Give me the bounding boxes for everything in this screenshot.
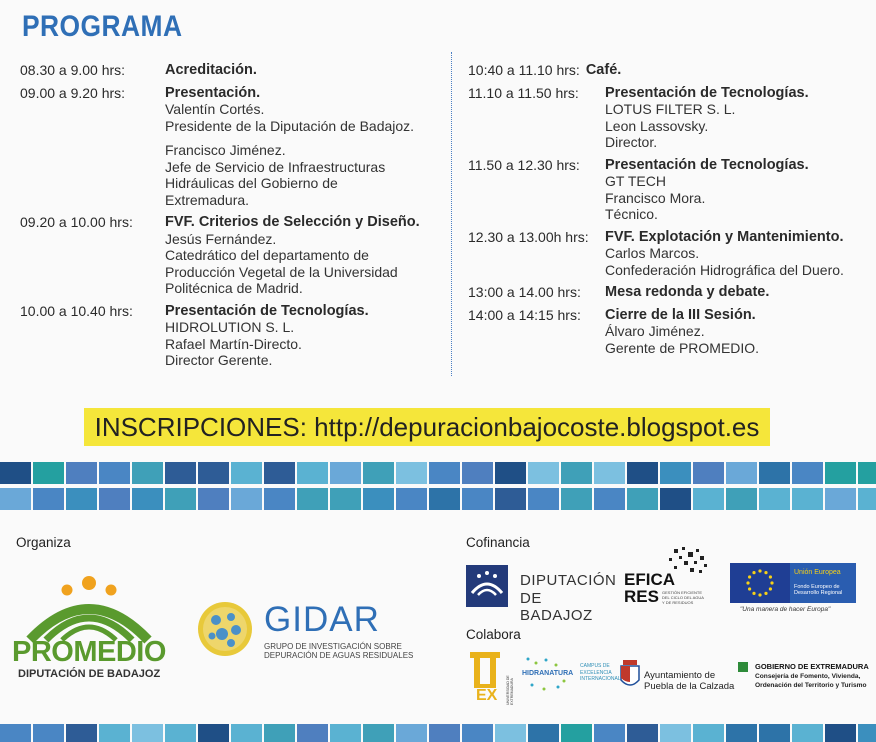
decor-tile (594, 462, 625, 484)
hidranatura-logo (520, 655, 621, 697)
decor-tile (825, 462, 856, 484)
tile-strip-middle (0, 488, 876, 510)
entry-time: 08.30 a 9.00 hrs: (20, 62, 126, 78)
eficares-line2: RES (624, 587, 659, 606)
entry-line: Director. (605, 134, 658, 150)
decor-tile (330, 488, 361, 510)
decor-tile (264, 724, 295, 742)
decor-tile (132, 488, 163, 510)
ayuntamiento-logo (620, 658, 735, 698)
schedule-entry (468, 62, 868, 79)
gobex-logo (738, 660, 870, 700)
organiza-label: Organiza (16, 535, 71, 550)
diputacion-logo (466, 565, 617, 624)
decor-tile (396, 488, 427, 510)
entry-title: Mesa redonda y debate. (605, 284, 770, 300)
entry-line: Leon Lassovsky. (605, 117, 709, 134)
decor-tile (660, 724, 691, 742)
decor-tile (759, 488, 790, 510)
column-divider (451, 52, 452, 376)
eu-line3: Desarrollo Regional (794, 590, 843, 596)
eu-line1: Unión Europea (794, 569, 841, 576)
entry-title: Presentación de Tecnologías. (605, 84, 809, 101)
eficares-sub1: GESTIÓN EFICIENTE (662, 590, 703, 595)
decor-tile (726, 462, 757, 484)
schedule-left (20, 62, 445, 375)
decor-tile (99, 724, 130, 742)
entry-line: Director Gerente. (165, 352, 273, 368)
entry-line: Catedrático del departamento de (165, 247, 369, 263)
entry-title: Presentación de Tecnologías. (165, 302, 369, 319)
entry-time: 09.00 a 9.20 hrs: (20, 84, 126, 101)
entry-line: Rafael Martín-Directo. (165, 335, 302, 352)
entry-line: Valentín Cortés. (165, 101, 265, 117)
eu-flag-icon (730, 563, 790, 603)
decor-tile (198, 462, 229, 484)
entry-line: Confederación Hidrográfica del Duero. (605, 261, 844, 278)
promedio-name: PROMEDIO (12, 636, 166, 668)
entry-time: 11.10 a 11.50 hrs: (468, 84, 579, 101)
hidranatura-c3: INTERNACIONAL (580, 676, 621, 682)
schedule-entry (468, 284, 868, 301)
entry-line: Técnico. (605, 206, 658, 222)
gobex-square-icon (738, 662, 748, 672)
entry-line: HIDROLUTION S. L. (165, 319, 295, 335)
gidar-sub2: DEPURACIÓN DE AGUAS RESIDUALES (264, 651, 414, 660)
decor-tile (66, 488, 97, 510)
decor-tile (627, 724, 658, 742)
registration-banner (84, 408, 770, 446)
cofinancia-label: Cofinancia (466, 535, 530, 550)
decor-tile (462, 724, 493, 742)
decor-tile (528, 724, 559, 742)
entry-line: Extremadura. (165, 191, 250, 208)
eu-motto: "Una manera de hacer Europa" (740, 606, 831, 613)
eu-logo (730, 563, 856, 619)
entry-line: GT TECH (605, 173, 666, 189)
schedule-entry (468, 157, 868, 223)
decor-tile (495, 462, 526, 484)
decor-tile (462, 462, 493, 484)
decor-tile (33, 724, 64, 742)
decor-tile (528, 462, 559, 484)
hidranatura-name: HIDRANATURA (522, 670, 574, 677)
entry-title: Cierre de la III Sesión. (605, 306, 756, 323)
decor-tile (330, 724, 361, 742)
decor-tile (165, 462, 196, 484)
gidar-sub1: GRUPO DE INVESTIGACIÓN SOBRE (264, 642, 402, 651)
decor-tile (495, 488, 526, 510)
decor-tile (0, 724, 31, 742)
decor-tile (660, 462, 691, 484)
decor-tile (297, 724, 328, 742)
schedule-entry (468, 307, 868, 357)
decor-tile (792, 724, 823, 742)
decor-tile (363, 462, 394, 484)
decor-tile (231, 462, 262, 484)
entry-title: Presentación. (165, 84, 261, 101)
decor-tile (660, 488, 691, 510)
decor-tile (0, 462, 31, 484)
decor-tile (66, 724, 97, 742)
gidar-circle-icon (196, 600, 254, 658)
decor-tile (759, 462, 790, 484)
decor-tile (231, 724, 262, 742)
decor-tile (297, 488, 328, 510)
decor-tile (594, 488, 625, 510)
decor-tile (33, 488, 64, 510)
gobex-line1: GOBIERNO DE EXTREMADURA (755, 662, 869, 671)
uex-name: EX (476, 687, 498, 704)
gidar-name: GIDAR (264, 600, 380, 639)
entry-line: Francisco Jiménez. (165, 142, 286, 158)
decor-tile (462, 488, 493, 510)
entry-time: 10:40 a 11.10 hrs: (468, 62, 580, 78)
decor-tile (594, 724, 625, 742)
decor-tile (561, 488, 592, 510)
entry-time: 11.50 a 12.30 hrs: (468, 156, 580, 173)
entry-line: Francisco Mora. (605, 189, 706, 206)
decor-tile (792, 488, 823, 510)
decor-tile (363, 488, 394, 510)
entry-line: LOTUS FILTER S. L. (605, 101, 736, 117)
decor-tile (99, 462, 130, 484)
eu-line2: Fondo Europeo de (794, 584, 840, 590)
ayuntamiento-line1: Ayuntamiento de (644, 670, 716, 681)
entry-line: Producción Vegetal de la Universidad (165, 263, 398, 280)
decor-tile (231, 488, 262, 510)
decor-tile (165, 488, 196, 510)
entry-time: 12.30 a 13.00h hrs: (468, 228, 589, 245)
schedule-entry (20, 303, 445, 369)
decor-tile (792, 462, 823, 484)
promedio-arc-icon (12, 574, 172, 644)
hidranatura-c1: CAMPUS DE (580, 663, 610, 669)
ayuntamiento-line2: Puebla de la Calzada (644, 681, 735, 692)
decor-tile (561, 462, 592, 484)
tile-strip-top (0, 462, 876, 484)
promedio-sub: DIPUTACIÓN DE BADAJOZ (18, 668, 161, 680)
entry-title: FVF. Criterios de Selección y Diseño. (165, 214, 420, 230)
decor-tile (627, 462, 658, 484)
decor-tile (825, 488, 856, 510)
decor-tile (396, 724, 427, 742)
decor-tile (264, 488, 295, 510)
ayuntamiento-shield-icon (620, 660, 640, 690)
entry-line: Presidente de la Diputación de Badajoz. (165, 117, 415, 134)
uex-logo (468, 650, 514, 706)
decor-tile (165, 724, 196, 742)
registration-link[interactable]: INSCRIPCIONES: http://depuracionbajocoste.blogspot.es (94, 411, 760, 442)
decor-tile (726, 724, 757, 742)
entry-time: 09.20 a 10.00 hrs: (20, 214, 133, 230)
entry-line: Gerente de PROMEDIO. (605, 339, 760, 356)
decor-tile (33, 462, 64, 484)
schedule-entry (468, 229, 868, 279)
decor-tile (561, 724, 592, 742)
entry-line: Jefe de Servicio de Infraestructuras (165, 158, 386, 175)
schedule-entry (20, 214, 445, 297)
decor-tile (132, 462, 163, 484)
uex-column-icon (468, 650, 502, 690)
decor-tile (825, 724, 856, 742)
decor-tile (198, 724, 229, 742)
eficares-line1: EFICA (624, 570, 675, 589)
entry-title: Café. (585, 62, 622, 78)
decor-tile (66, 462, 97, 484)
decor-tile (693, 724, 724, 742)
diputacion-emblem-icon (466, 565, 508, 607)
decor-tile (132, 724, 163, 742)
decor-tile (198, 488, 229, 510)
decor-tile (627, 488, 658, 510)
entry-line: Jesús Fernández. (165, 230, 277, 247)
entry-title: Acreditación. (165, 62, 257, 78)
gidar-logo (196, 600, 426, 664)
entry-title: Presentación de Tecnologías. (605, 156, 809, 173)
eficares-sub3: Y DE RESIDUOS (662, 600, 694, 605)
decor-tile (99, 488, 130, 510)
colabora-label: Colabora (466, 627, 521, 642)
decor-tile (759, 724, 790, 742)
decor-tile (363, 724, 394, 742)
schedule-entry (20, 85, 445, 209)
decor-tile (858, 488, 876, 510)
page-title: PROGRAMA (22, 10, 183, 43)
decor-tile (429, 724, 460, 742)
decor-tile (858, 724, 876, 742)
diputacion-line1: DIPUTACIÓN (520, 572, 617, 589)
decor-tile (429, 462, 460, 484)
entry-line: Carlos Marcos. (605, 245, 700, 261)
entry-line: Hidráulicas del Gobierno de (165, 175, 338, 191)
schedule-entry (20, 62, 445, 79)
hidranatura-c2: EXCELENCIA (580, 669, 612, 676)
decor-tile (297, 462, 328, 484)
gobex-line3: Ordenación del Territorio y Turismo (755, 681, 867, 689)
entry-line: Politécnica de Madrid. (165, 280, 303, 296)
eficares-sub2: DEL CICLO DEL AGUA (662, 595, 704, 600)
schedule-entry (468, 85, 868, 151)
entry-time: 13:00 a 14.00 hrs: (468, 284, 581, 300)
decor-tile (858, 462, 876, 484)
schedule-right (468, 62, 868, 362)
promedio-logo (12, 574, 172, 684)
entry-time: 10.00 a 10.40 hrs: (20, 302, 133, 319)
uex-side: UNIVERSIDAD DE EXTREMADURA (506, 675, 514, 705)
entry-time: 14:00 a 14:15 hrs: (468, 306, 581, 323)
decor-tile (330, 462, 361, 484)
tile-strip-bottom (0, 724, 876, 742)
decor-tile (495, 724, 526, 742)
entry-line: Álvaro Jiménez. (605, 323, 705, 339)
decor-tile (693, 462, 724, 484)
diputacion-line2: DE BADAJOZ (520, 590, 593, 624)
entry-title: FVF. Explotación y Mantenimiento. (605, 228, 844, 245)
eficares-logo (624, 546, 714, 610)
decor-tile (0, 488, 31, 510)
decor-tile (528, 488, 559, 510)
decor-tile (429, 488, 460, 510)
decor-tile (396, 462, 427, 484)
decor-tile (693, 488, 724, 510)
gobex-line2: Consejería de Fomento, Vivienda, (755, 673, 861, 680)
decor-tile (264, 462, 295, 484)
decor-tile (726, 488, 757, 510)
